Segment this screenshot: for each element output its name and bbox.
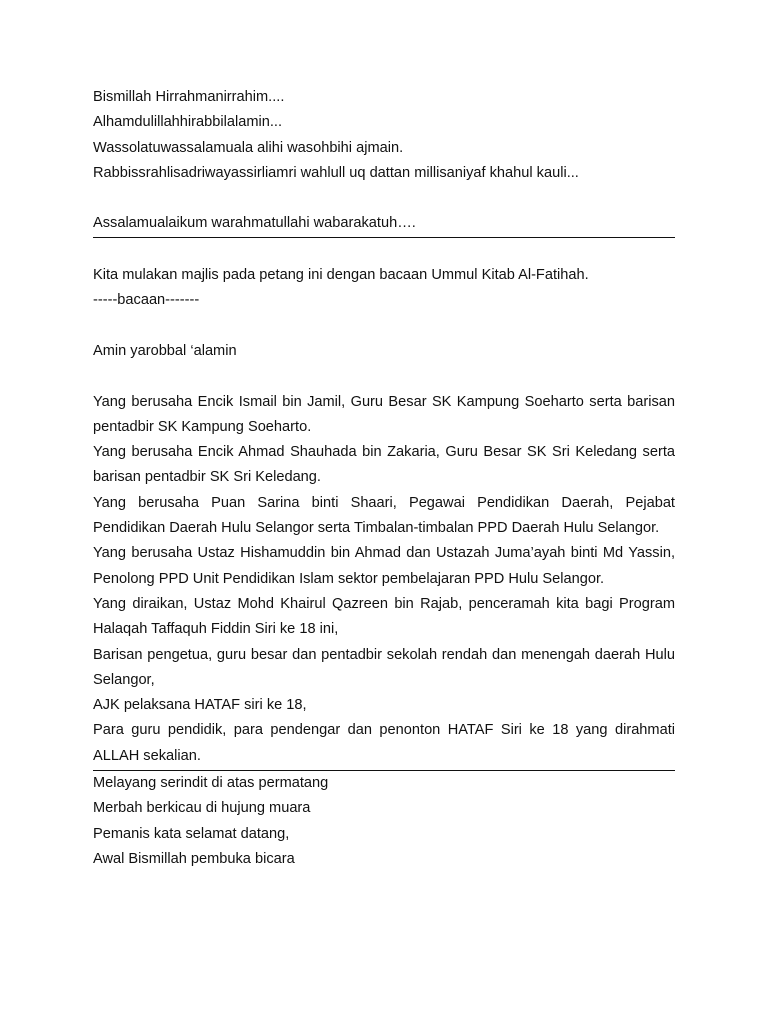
opening-line: Bismillah Hirrahmanirrahim.... [93,89,285,105]
acknowledgement-item: Yang berusaha Encik Ahmad Shauhada bin Zakaria, Guru Besar SK Sri Keledang serta barisan pentadbir SK Sri Keledang. [93,444,675,486]
amin-line: Amin yarobbal ‘alamin [93,342,237,359]
salutation-line: Assalamualaikum warahmatullahi wabarakatuh…. [93,211,675,237]
spacer [93,314,675,339]
acknowledgement-item: Yang berusaha Encik Ismail bin Jamil, Guru Besar SK Kampung Soeharto serta barisan pentadbir SK Kampung Soeharto. [93,393,675,435]
acknowledgement-item: Barisan pengetua, guru besar dan pentadbir sekolah rendah dan menengah daerah Hulu Selangor, [93,646,675,688]
spacer [93,238,675,263]
acknowledgement-item: AJK pelaksana HATAF siri ke 18, [93,697,307,714]
spacer [93,364,675,389]
bacaan-marker: -----bacaan------- [93,292,200,309]
intro-block [93,263,675,314]
pantun-line: Awal Bismillah pembuka bicara [93,850,295,867]
acknowledgement-item: Yang berusaha Ustaz Hishamuddin bin Ahmad dan Ustazah Juma’ayah binti Md Yassin, Penolong PPD Unit Pendidikan Islam sektor pembelajaran PPD Hulu Selangor. [93,545,675,587]
opening-line: Wassolatuwassalamuala alihi wasohbihi ajmain. [93,139,404,156]
intro-line: Kita mulakan majlis pada petang ini dengan bacaan Ummul Kitab Al-Fatihah. [93,267,589,284]
pantun-block [93,771,675,872]
document-body [93,85,675,872]
acknowledgement-item: Yang diraikan, Ustaz Mohd Khairul Qazreen bin Rajab, penceramah kita bagi Program Halaqah Taffaquh Fiddin Siri ke 18 ini, [93,595,675,638]
opening-line: Rabbissrahlisadriwayassirliamri wahlull uq dattan millisaniyaf khahul kauli... [93,164,579,181]
pantun-line: Merbah berkicau di hujung muara [93,800,311,817]
acknowledgement-item: Para guru pendidik, para pendengar dan penonton HATAF Siri ke 18 yang dirahmati ALLAH sekalian. [93,722,675,764]
opening-block [93,85,675,186]
spacer [93,186,675,211]
opening-line: Alhamdulillahhirabbilalamin... [93,114,283,131]
pantun-line: Melayang serindit di atas permatang [93,775,329,792]
acknowledgements-block [93,390,675,771]
pantun-line: Pemanis kata selamat datang, [93,825,290,842]
acknowledgement-item: Yang berusaha Puan Sarina binti Shaari, Pegawai Pendidikan Daerah, Pejabat Pendidikan Daerah Hulu Selangor serta Timbalan-timbalan PPD Daerah Hulu Selangor. [93,494,675,537]
